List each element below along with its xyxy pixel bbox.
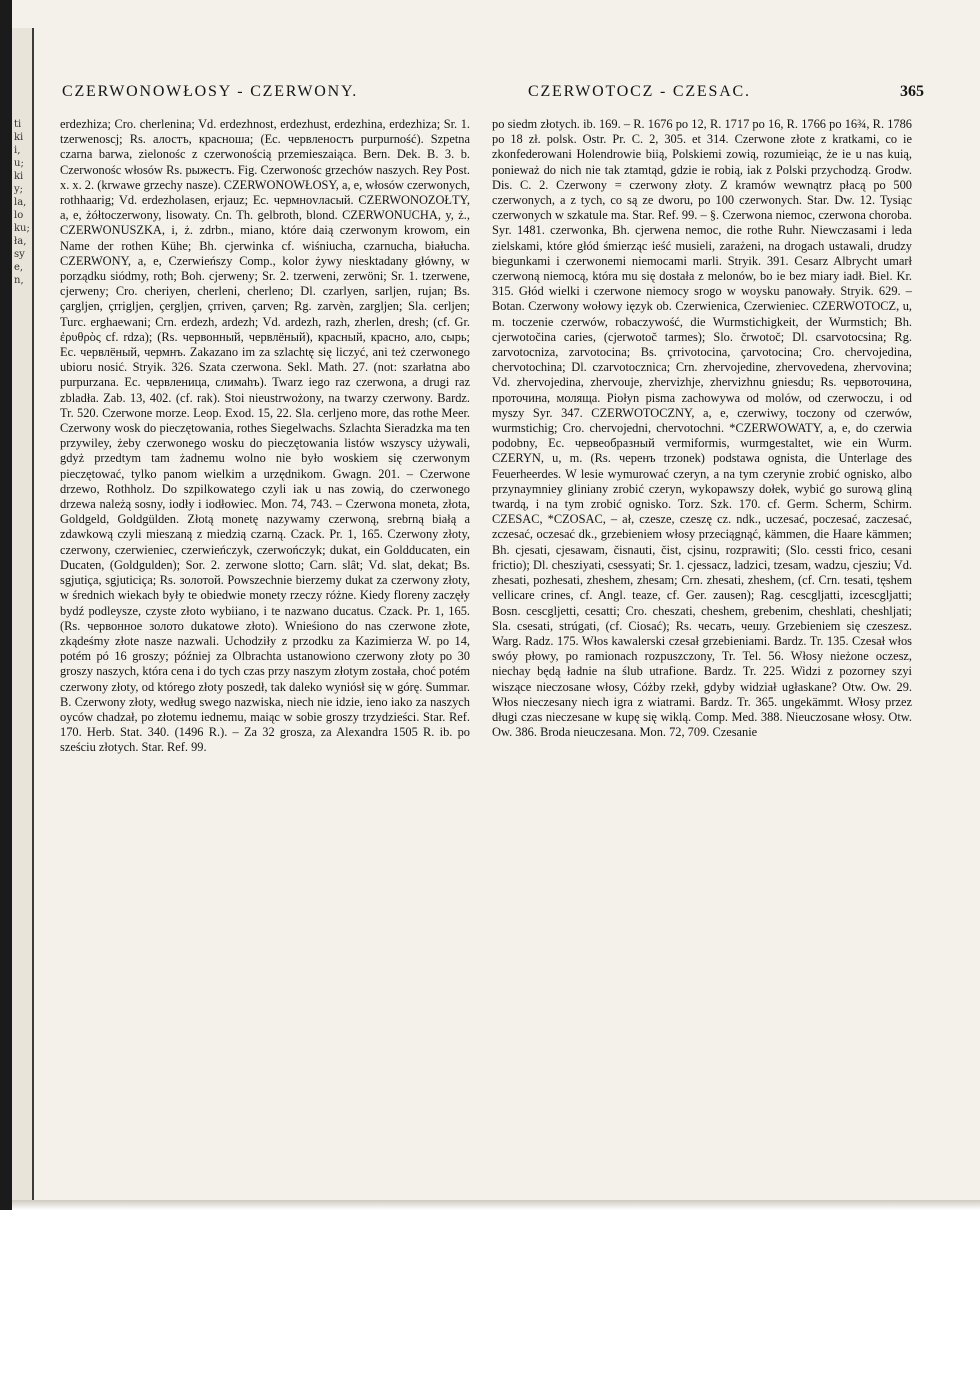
- fragment-line: sy: [14, 249, 25, 260]
- fragment-line: u;: [14, 158, 24, 169]
- left-column-text: erdezhiza; Cro. cherlenina; Vd. erdezhnost, erdezhust, erdezhina, erdezhiza; Sr. 1. tzerwenoscj; Rs. алостъ, красноша; (Ec. червленостъ purpurność). Szpetna czarna barwa, zielonośc z czerwonością przemieszaiąca. Bern. Dek. B. 3. b. Czerwonośc włosów Rs. рыжестъ. Fig. Czerwonośc grzechów naszych. Rey Post. x. x. 2. (krwawe grzechy nasze). CZERWONOWŁOSY, a, e, włosów czerwonych, rothhaarig; Vd. erdezholasen, erjauz; Ec. чермноvласый. CZERWONOZOŁTY, a, e, żółtoczerwony, lisowaty. Cn. Th. gelbroth, blond. CZERWONUCHA, y, ż., CZERWONUSZKA, i, ż. zdrbn., miano, które daią czerwonym krowom, ein Name der rothen Kühe; Bh. cjerwinka cf. wiśniucha, czarnucha, białucha. CZERWONY, a, e, Czerwieńszy Comp., kolor żywy niesktadany główny, w porządku siódmy, roth; Boh. cjerweny; Sr. 2. tzerweni, zerwöni; Sr. 1. tzerwene, cjerweny; Cro. cheriyen, cherleni, cherleno; Dl. czarlyen, sarljen, rujan; Bs. çargljen, çrrigljen, çergljen, çrriven, çarven; Rg. zarvèn, zargljen; Sla. cerljen; Turc. erghaewani; Crn. erdezh, ardezh; Vd. ardezh, razh, zherlen, dresh; (cf. Gr. ἐρυθρὸς cf. rdza); (Rs. червонный, червлёный), красный, красно, ало, сырь; Ec. червлёный, чермнъ. Zakazano im za szlachtę się liczyć, ani też czerwonego ubioru nosić. Stryik. 326. Szata czerwona. Sekl. Math. 27. (not: szarłatna abo purpurzana. Ec. червленица, слимаhъ). Twarz iego raz czerwona, a drugi raz zbladła. Zab. 13, 402. (cf. rak). Stoi nieustrwożony, na twarzy czerwony. Bardz. Tr. 520. Czerwone morze. Leop. Exod. 15, 22. Sla. cerljeno more, das rothe Meer. Czerwony wosk do pieczętowania, rothes Siegelwachs. Szlachta Sieradzka ma ten przywiley, żeby czerwonego wosku do pieczętowania listów wszyscy używali, gdyż przedtym tam żadnemu wolno nie było woskiem się czerwonym pieczętować, tylko panom wielkim a urzędnikom. Gwagn. 201. – Czerwone drzewo, Rothholz. Do szpilkowatego czyli iak u nas zowią, do czerwonego drzewa należą sosny, iodły i iodłowiec. Mon. 74, 743. – Czerwona moneta, złota, Goldgeld, Goldgülden. Złotą monetę nazywamy czerwoną, srebrną białą a zdawkową czyli mieszaną z miedzią czarną. Czack. Pr. 1, 165. Czerwony złoty, czerwony, czerwieniec, czerwieńczyk, czerwończyk; dukat, ein Goldducaten, ein Ducaten, (Goldgulden); Sor. 2. zerwone slotto; Carn. slât; Vd. slat, dekat; Bs. sgjutiça, sgjuticiça; Rs. золотой. Powszechnie bierzemy dukat za czerwony złoty, w średnich wiekach były te obiedwie monety rzeczy różne. Kiedy floreny zaczęły bydź podleysze, czyste złoto wybiiano, i te nazwano ducatus. Czack. Pr. 1, 165. (Rs. червонное золото dukatowe złoto). Wnieśiono do nas czerwone złote, zkądeśmy złote nasze nazwali. Uchodziły z przodku za Kazimierza W. po 14, potém pó 16 groszy; później za Olbrachta ustanowiono czerwony złoty po 30 groszy naszych, która cena i do tych czas przy naszym złotym została, choć potém czerwony złoty, od którego złoty poszedł, tak daleko wyniósł się w górę. Summar. B. Czerwony złoty, według swego nazwiska, niech nie idzie, ieno iako za naszych oyców chadzał, po złotemu iednemu, maiąc w sobie groszy trzydzieści. Star. Ref. 170. Herb. Stat. 340. (1496 R.). – Za 32 grosza, za Alexandra 1505 R. ib. po sześciu złotych. Star. Ref. 99.: [60, 117, 470, 755]
- page-number: 365: [900, 83, 924, 100]
- right-column-text: po siedm złotych. ib. 169. – R. 1676 po 12, R. 1717 po 16, R. 1766 po 16¾, R. 1786 po 18 zł. polsk. Ostr. Pr. C. 2, 305. et 314. Czerwone złote z kratkami, co ie zkonfederowani Holendrowie biią, Polskiemi zowią, rozumieiąc, że ie u nas kuią, ponieważ do nich nie tak ztamtąd, gdzie ie robią, iak z Polski przychodzą. Grodw. Dis. C. 2. Czerwony = czerwony złoty. Z kramów wewnątrz płacą po 500 czerwonych, a z tych, co są ze dworu, po 100 czerwonych. Star. Dw. 12. Tysiąc czerwonych w szkatule ma. Star. Ref. 99. – §. Czerwona niemoc, czerwona choroba. Syr. 1481. czerwonka, Bh. cjerwena nemoc, die rothe Ruhr. Niewczasami i leda zielskami, które głód śmierząc ieść musieli, zarażeni, na drogach ustawali, drudzy biegunkami i czerwonemi niemocami marli. Stryik. 391. Cesarz Albrycht umarł czerwoną niemocą, która mu się dostała z melonów, bo ie bez miary iadł. Biel. Kr. 315. Głód wielki i czerwone niemocy srogo w woysku panowały. Stryik. 629. – Botan. Czerwony wołowy ięzyk ob. Czerwienica, Czerwieniec. CZERWOTOCZ, u, m. toczenie czerwów, robaczywość, die Wurmstichigkeit, der Wurmstich; Bh. cjerwotočina caries, (cjerwotoč tarmes); Slo. črwotoč; Dl. csarvotocsina; Rg. zarvotocniza, zarvotocina; Bs. çrrivotocina, çarvotocina; Cro. chervojedina, chervotochina; Dl. czarvotocznica; Crn. zhervojedine, zhervovedena, zhervovina; Vd. zhervojedina, zhervouje, zhervizhje, zhervizhnu gniesdu; Rs. червоточина, проточина, моляща. Piołyn pisma zachowywa od molów, od czerwoczu, i od myszy Syr. 347. CZERWOTOCZNY, a, e, czerwiwy, toczony od czerwów, wurmstichig; Cro. chervojedni, chervotochni. *CZERWOWATY, a, e, do czerwia podobny, Ec. червеобразный vermiformis, wurmgestaltet, wie ein Wurm. CZERYN, u, m. (Rs. черенъ trzonek) podstawa ognista, die Unterlage des Feuerheerdes. W lesie wymurować czeryn, a na tym czerynie zrobić ognisko, albo przynaymniey gliniany zrobić czeryn, wykopawszy dołek, wybić go surową gliną twardą, i na tym zrobić ognisko. Torz. Szk. 170. cf. Germ. Scherm, Schirm. CZESAC, *CZOSAC, – ał, czesze, czeszę cz. ndk., uczesać, poczesać, zaczesać, zczesać, oczesać dk., grzebieniem włosy przeciągnąć, kämmen, die Haare kämmen; Bh. cjesati, cjesawam, čisnauti, čist, cjsinu, rozprawiti; (Slo. cessti frico, cesani frictio); Dl. chesziyati, csessyati; Sr. 1. cjessacz, ladzici, tzesam, wadzu, cjesziu; Vd. zhesati, pozhesati, zheshem, zhesam; Crn. zhesati, zheshem, (cf. Crn. tesati, tęshem vellicare crines, cf. Angl. teaze, cf. Ger. zausen); Rag. cescgljatti, izcescgljatti; Bosn. cescgljetti, cesatti; Cro. cheszati, cheshem, grebenim, cheshlati, cheshljati; Sla. csesati, strúgati, (cf. Ciosać); Rs. чесать, чешу. Grzebieniem się czeszesz. Warg. Radz. 175. Włos kawalerski czesał grzebieniami. Bardz. Tr. 135. Czesał włos swóy płowy, po ramionach rozpuszczony, Tr. Tel. 56. Włosy nieżone oczesz, niechay będą ładnie na ślub utrafione. Bardz. Tr. 225. Widzi z pozorney szyi wiszące nieczosane włosy, Cóżby rzekł, gdyby widział ugłaskane? Otw. Ow. 29. Włos nieczesany niech igra z wiatrami. Bardz. Tr. 365. ungekämmt. Włosy przez długi czas nieczesane w kupę się wiklą. Comp. Med. 388. Nieuczosane włosy. Otw. Ow. 386. Broda nieuczesana. Mon. 72, 709. Czesanie: [492, 117, 912, 740]
- fragment-line: ku;: [14, 223, 30, 234]
- fragment-line: ła,: [14, 236, 27, 247]
- previous-page-edge: [12, 28, 34, 1203]
- fragment-line: la,: [14, 197, 27, 208]
- page-header: [56, 83, 926, 109]
- fragment-line: ki: [14, 171, 24, 182]
- page-bottom-shadow: [12, 1200, 980, 1210]
- right-column: [492, 117, 912, 740]
- column-divider: [478, 117, 479, 1197]
- fragment-line: i,: [14, 145, 21, 156]
- fragment-line: lo: [14, 210, 24, 221]
- right-running-head: CZERWOTOCZ - CZESAC.: [528, 83, 751, 100]
- previous-page-fragment: [12, 118, 32, 287]
- left-running-head: CZERWONOWŁOSY - CZERWONY.: [62, 83, 359, 100]
- left-column: [60, 117, 470, 756]
- fragment-line: ti: [14, 119, 22, 130]
- bottom-margin: [0, 1210, 980, 1390]
- fragment-line: n,: [14, 275, 24, 286]
- fragment-line: y;: [14, 184, 24, 195]
- book-binding: [0, 0, 12, 1390]
- fragment-line: e,: [14, 262, 24, 273]
- fragment-line: ki: [14, 132, 24, 143]
